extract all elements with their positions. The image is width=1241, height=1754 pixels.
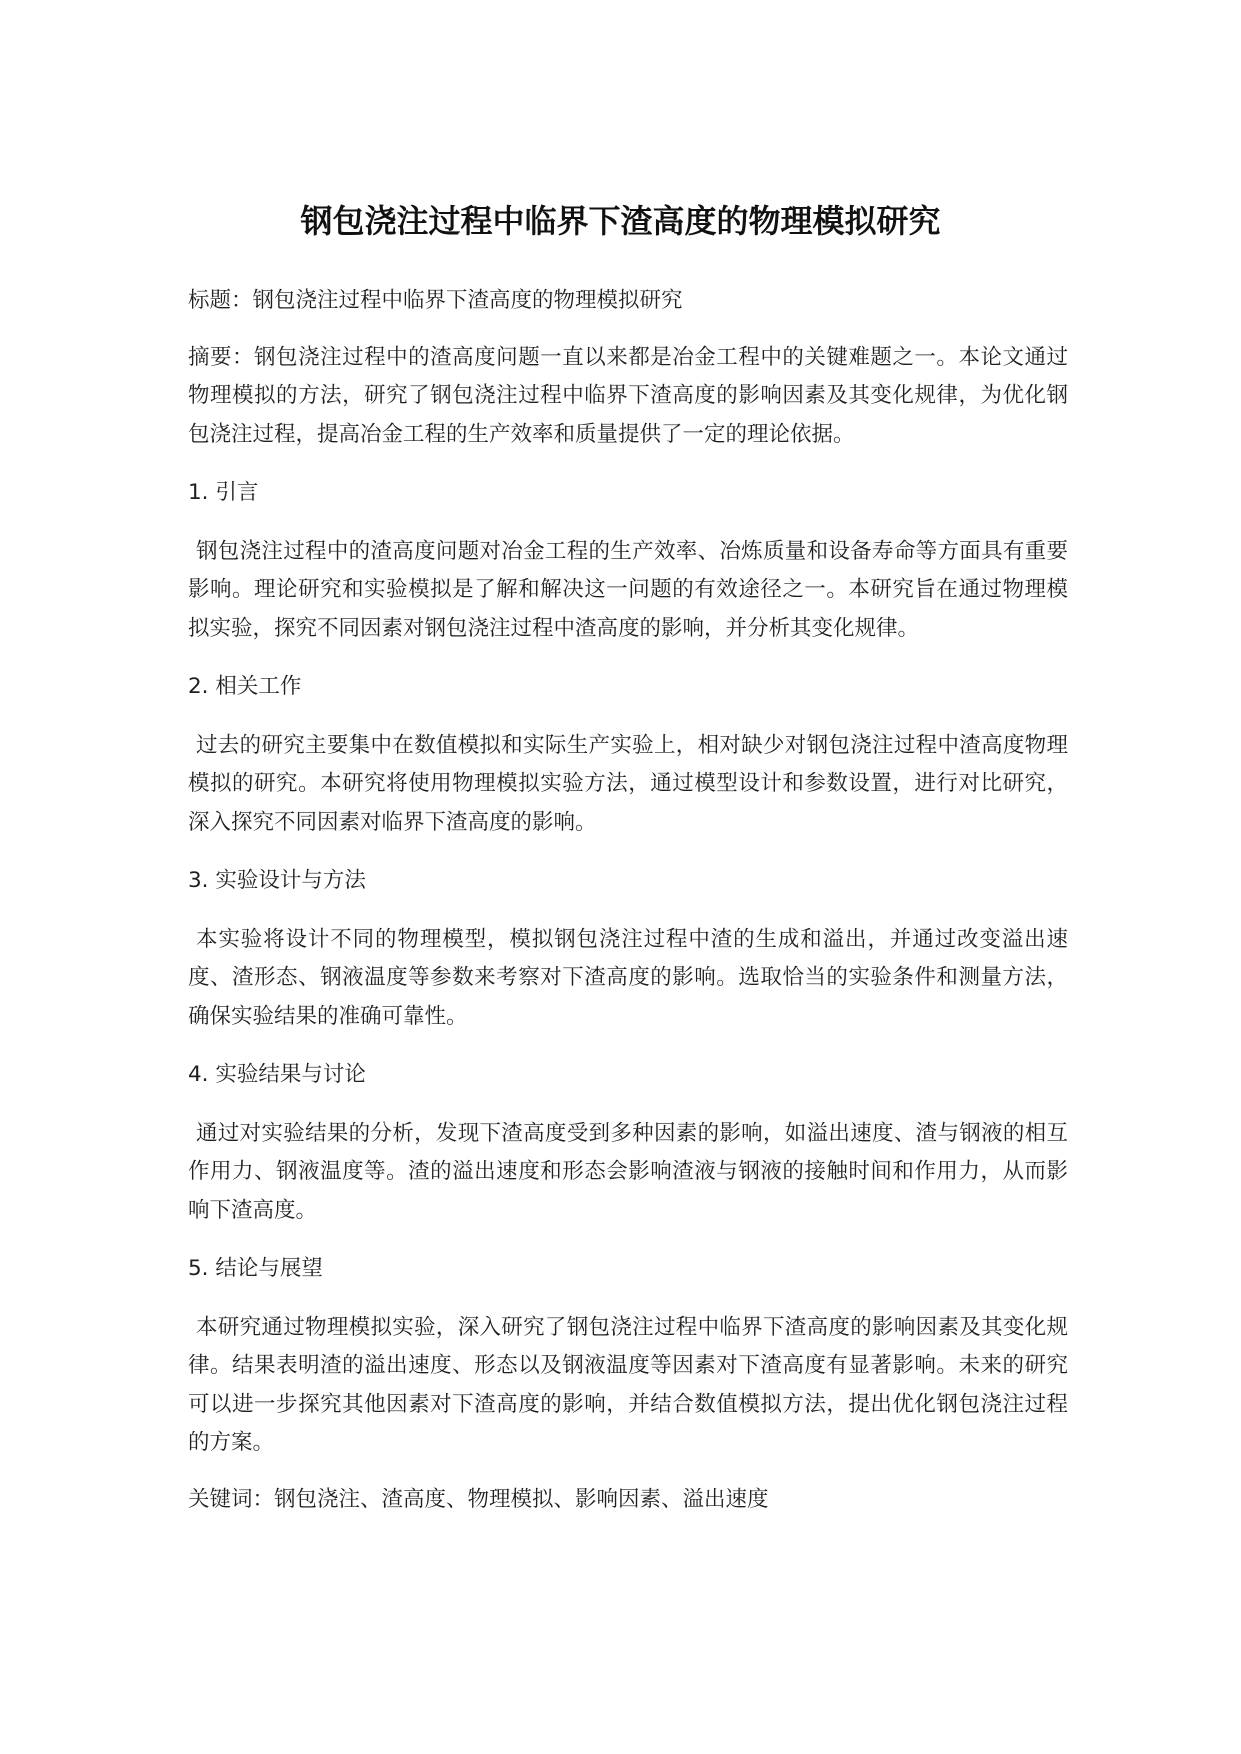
section-heading: 1. 引言 (188, 480, 259, 505)
abstract-paragraph: 摘要：钢包浇注过程中的渣高度问题一直以来都是冶金工程中的关键难题之一。本论文通过物理模拟的方法，研究了钢包浇注过程中临界下渣高度的影响因素及其变化规律，为优化钢包浇注过程，提高冶金工程的生产效率和质量提供了一定的理论依据。 (188, 344, 1068, 447)
section-conclusion (188, 1250, 1068, 1463)
section-paragraph: 通过对实验结果的分析，发现下渣高度受到多种因素的影响，如溢出速度、渣与钢液的相互作用力、钢液温度等。渣的溢出速度和形态会影响渣液与钢液的接触时间和作用力，从而影响下渣高度。 (188, 1120, 1068, 1223)
keywords-line: 关键词：钢包浇注、渣高度、物理模拟、影响因素、溢出速度 (188, 1486, 769, 1512)
section-paragraph: 本实验将设计不同的物理模型，模拟钢包浇注过程中渣的生成和溢出，并通过改变溢出速度、渣形态、钢液温度等参数来考察对下渣高度的影响。选取恰当的实验条件和测量方法，确保实验结果的准确可靠性。 (188, 926, 1068, 1029)
section-paragraph: 过去的研究主要集中在数值模拟和实际生产实验上，相对缺少对钢包浇注过程中渣高度物理模拟的研究。本研究将使用物理模拟实验方法，通过模型设计和参数设置，进行对比研究，深入探究不同因素对临界下渣高度的影响。 (188, 732, 1068, 835)
section-related-work (188, 668, 1068, 842)
section-introduction (188, 474, 1068, 648)
section-results (188, 1056, 1068, 1230)
section-paragraph: 钢包浇注过程中的渣高度问题对冶金工程的生产效率、冶炼质量和设备寿命等方面具有重要影响。理论研究和实验模拟是了解和解决这一问题的有效途径之一。本研究旨在通过物理模拟实验，探究不同因素对钢包浇注过程中渣高度的影响，并分析其变化规律。 (188, 538, 1068, 641)
section-heading: 3. 实验设计与方法 (188, 868, 366, 893)
subject-line: 标题：钢包浇注过程中临界下渣高度的物理模拟研究 (188, 288, 683, 313)
document-body (188, 282, 1068, 1519)
section-heading: 2. 相关工作 (188, 674, 302, 699)
section-paragraph: 本研究通过物理模拟实验，深入研究了钢包浇注过程中临界下渣高度的影响因素及其变化规律。结果表明渣的溢出速度、形态以及钢液温度等因素对下渣高度有显著影响。未来的研究可以进一步探究其他因素对下渣高度的影响，并结合数值模拟方法，提出优化钢包浇注过程的方案。 (188, 1314, 1068, 1455)
document-title: 钢包浇注过程中临界下渣高度的物理模拟研究 (300, 202, 941, 241)
section-method (188, 862, 1068, 1036)
section-heading: 5. 结论与展望 (188, 1256, 323, 1281)
section-heading: 4. 实验结果与讨论 (188, 1062, 366, 1087)
